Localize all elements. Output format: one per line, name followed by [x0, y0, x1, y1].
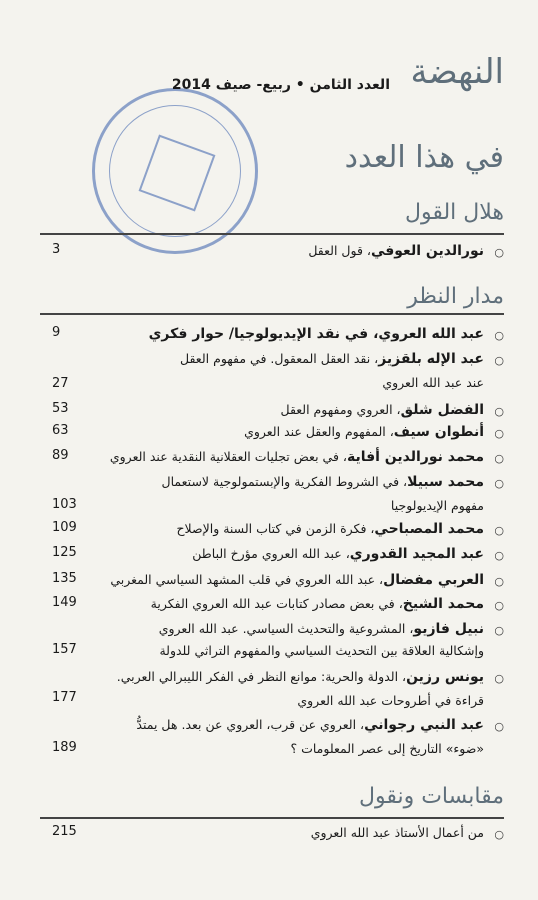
author-name: محمد المصباحي — [374, 521, 484, 537]
bullet-icon: ○ — [494, 575, 504, 588]
entry-title: ، العروي ومفهوم العقل — [280, 402, 401, 417]
entry-title: ، المفهوم والعقل عند العروي — [244, 424, 394, 439]
section-divider — [40, 817, 504, 819]
bullet-icon: ○ — [494, 246, 504, 259]
bullet-icon: ○ — [494, 452, 504, 465]
author-name: عبد المجيد القدوري — [349, 546, 484, 562]
toc-entry — [40, 824, 504, 842]
toc-entry — [40, 571, 504, 589]
page-number: 177 — [52, 690, 77, 705]
author-name: أنطوان سيف — [393, 424, 484, 440]
journal-logo: النهضة — [410, 52, 504, 92]
entry-title-cont: مفهوم الإيديولوجيا — [390, 498, 484, 513]
toc-entry — [40, 325, 504, 343]
bullet-icon: ○ — [494, 405, 504, 418]
entry-title-cont: وإشكالية العلاقة بين التحديث السياسي والمفهوم التراثي للدولة — [159, 643, 484, 658]
page-number: 109 — [52, 520, 77, 535]
entry-title: ، العروي عن قرب، العروي عن بعد. هل يمتدُّ — [136, 717, 365, 732]
bullet-icon: ○ — [494, 828, 504, 841]
page-number: 9 — [52, 325, 61, 340]
page-number: 135 — [52, 571, 77, 586]
entry-title: ، في نقد الإيديولوجيا/ حوار فكري — [148, 326, 379, 342]
toc-entry — [40, 520, 504, 538]
page-number: 189 — [52, 740, 77, 755]
page-number: 3 — [52, 242, 61, 257]
author-name: محمد نورالدين أفاية — [346, 449, 484, 465]
library-stamp — [92, 88, 258, 254]
author-name: الفضل شلق — [400, 402, 484, 418]
toc-entry — [40, 242, 504, 260]
issue-info: العدد الثامن • ربيع- صيف 2014 — [171, 77, 390, 93]
author-name: يونس رزين — [406, 669, 484, 685]
page-number: 63 — [52, 423, 69, 438]
entry-title-cont: عند عبد الله العروي — [382, 375, 484, 390]
entry-title: ، في الشروط الفكرية والإبستمولوجية لاستعمال — [161, 474, 408, 489]
page-number: 53 — [52, 401, 69, 416]
toc-entry — [40, 595, 504, 613]
bullet-icon: ○ — [494, 672, 504, 685]
entry-title-cont: قراءة في أطروحات عبد الله العروي — [297, 693, 484, 708]
bullet-icon: ○ — [494, 720, 504, 733]
author-name: محمد سبيلا — [407, 474, 484, 490]
entry-title-cont: «ضوء» التاريخ إلى عصر المعلومات ؟ — [290, 741, 484, 756]
section-title: هلال القول — [405, 200, 504, 225]
author-name: عبد الله العروي — [378, 326, 484, 342]
entry-title: ، قول العقل — [308, 243, 371, 258]
toc-entry — [40, 350, 504, 392]
page-number: 149 — [52, 595, 77, 610]
entry-title: ، عبد الله العروي في قلب المشهد السياسي المغربي — [110, 572, 384, 587]
entry-title: ، فكرة الزمن في كتاب السنة والإصلاح — [176, 521, 375, 536]
author-name: نورالدين العوفي — [370, 243, 484, 259]
author-name: نبيل فازيو — [413, 621, 484, 637]
toc-entry — [40, 473, 504, 515]
toc-entry — [40, 716, 504, 758]
bullet-icon: ○ — [494, 549, 504, 562]
page-number: 215 — [52, 824, 77, 839]
stamp-emblem — [139, 135, 216, 212]
toc-entry — [40, 668, 504, 710]
toc-entry — [40, 545, 504, 563]
entry-title: ، في بعض تجليات العقلانية النقدية عند العروي — [109, 449, 347, 464]
author-name: عبد النبي رجواني — [364, 717, 484, 733]
bullet-icon: ○ — [494, 427, 504, 440]
author-name: محمد الشيخ — [402, 596, 484, 612]
section-divider — [40, 313, 504, 315]
entry-title: من أعمال الأستاذ عبد الله العروي — [310, 825, 484, 840]
bullet-icon: ○ — [494, 477, 504, 490]
section-title: مدار النظر — [407, 284, 504, 309]
page-number: 157 — [52, 642, 77, 657]
entry-title: ، الدولة والحرية: موانع النظر في الفكر الليبرالي العربي. — [116, 669, 407, 684]
page-number: 125 — [52, 545, 77, 560]
page-number: 27 — [52, 376, 69, 391]
bullet-icon: ○ — [494, 624, 504, 637]
bullet-icon: ○ — [494, 354, 504, 367]
section-divider — [40, 233, 504, 235]
author-name: العربي مفضال — [383, 572, 484, 588]
page-number: 89 — [52, 448, 69, 463]
bullet-icon: ○ — [494, 329, 504, 342]
bullet-icon: ○ — [494, 524, 504, 537]
author-name: عبد الإله بلقزيز — [378, 351, 484, 367]
toc-entry — [40, 401, 504, 419]
entry-title: ، نقد العقل المعقول. في مفهوم العقل — [180, 351, 379, 366]
toc-entry — [40, 423, 504, 441]
entry-title: ، المشروعية والتحديث السياسي. عبد الله العروي — [158, 621, 414, 636]
entry-title: ، عبد الله العروي مؤرخ الباطن — [192, 546, 350, 561]
page-number: 103 — [52, 497, 77, 512]
section-title: مقابسات ونقول — [359, 784, 504, 809]
entry-title: ، في بعض مصادر كتابات عبد الله العروي الفكرية — [150, 596, 403, 611]
toc-entry — [40, 620, 504, 660]
toc-title: في هذا العدد — [344, 140, 504, 175]
bullet-icon: ○ — [494, 599, 504, 612]
toc-entry — [40, 448, 504, 466]
